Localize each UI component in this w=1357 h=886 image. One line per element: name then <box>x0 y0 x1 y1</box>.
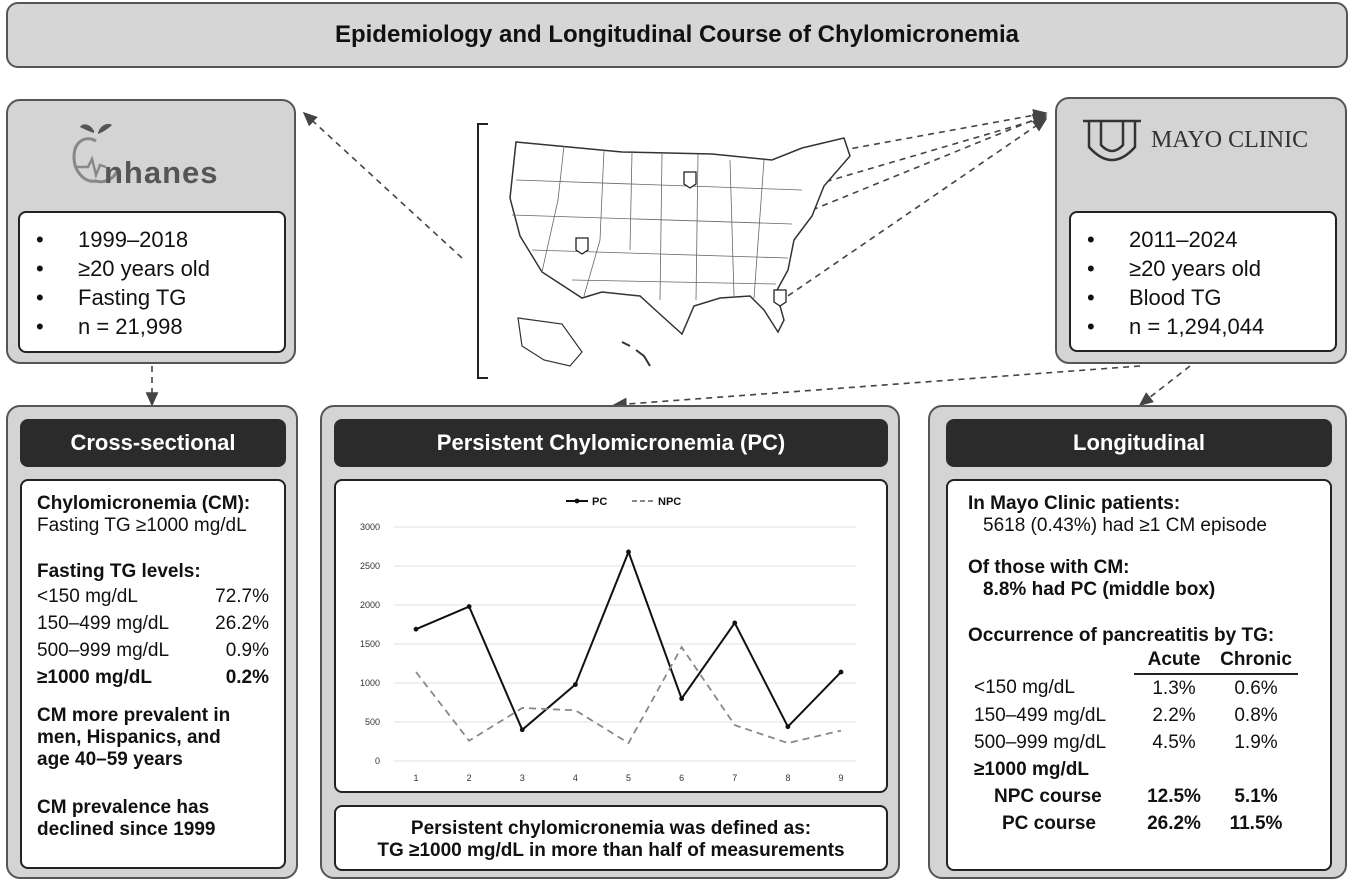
mayo-panel <box>1055 97 1347 364</box>
series-line-npc <box>416 647 841 743</box>
pancreatitis-row-label: NPC course <box>994 785 1102 807</box>
fasting-level-row <box>37 610 269 637</box>
pancreatitis-table <box>974 647 1298 837</box>
chronic-value: 5.1% <box>1234 785 1278 807</box>
fasting-levels-title: Fasting TG levels: <box>37 561 201 582</box>
pc-line-chart <box>336 481 886 791</box>
mayo-bullet-n: • n = 1,294,044 <box>1087 314 1265 339</box>
cm-subset-title: Of those with CM: <box>968 557 1130 578</box>
data-point-pc <box>679 696 684 701</box>
y-tick-label: 500 <box>364 717 380 727</box>
pc-definition-line-2: TG ≥1000 mg/dL in more than half of measurements <box>377 840 845 861</box>
nhanes-bullet-age: • ≥20 years old <box>36 256 210 281</box>
data-point-pc <box>626 550 631 555</box>
fasting-level-value: 72.7% <box>215 586 269 607</box>
data-point-pc <box>467 604 472 609</box>
legend-marker-pc <box>575 499 580 504</box>
cm-declined-line: declined since 1999 <box>37 819 216 840</box>
mayo-shield-icon <box>1081 117 1143 165</box>
chronic-value: 11.5% <box>1229 812 1283 834</box>
longitudinal-panel <box>928 405 1347 879</box>
cross-sectional-panel <box>6 405 298 879</box>
pancreatitis-row <box>974 674 1298 702</box>
y-tick-label: 2500 <box>359 561 380 571</box>
cm-prevalent-text <box>37 705 284 771</box>
cross-sectional-header: Cross-sectional <box>20 419 286 467</box>
mayo-site-florida-icon <box>774 290 786 306</box>
pancreatitis-subrow <box>974 783 1298 810</box>
acute-value: 4.5% <box>1152 731 1196 753</box>
cm-subset-value: 8.8% had PC (middle box) <box>983 579 1216 600</box>
cm-definition-title: Chylomicronemia (CM): <box>37 493 251 514</box>
y-tick-label: 3000 <box>359 522 380 532</box>
mayo-site-arizona-icon <box>576 238 588 254</box>
cross-sectional-content <box>20 479 286 869</box>
cm-prevalent-line: age 40–59 years <box>37 749 183 770</box>
fasting-levels-list <box>37 583 269 691</box>
y-tick-label: 0 <box>374 756 380 766</box>
acute-value: 26.2% <box>1147 812 1201 834</box>
legend-label: PC <box>592 496 608 508</box>
nhanes-bullet-n: • n = 21,998 <box>36 314 183 339</box>
y-tick-label: 1000 <box>359 678 380 688</box>
nhanes-logo-text: nhanes <box>104 155 219 190</box>
pc-definition-line-1: Persistent chylomicronemia was defined as: <box>410 818 812 839</box>
cm-prevalent-line: men, Hispanics, and <box>37 727 221 748</box>
longitudinal-content <box>946 479 1332 871</box>
fasting-level-row <box>37 637 269 664</box>
longitudinal-header: Longitudinal <box>946 419 1332 467</box>
pc-chart-box <box>334 479 888 793</box>
pc-definition-box <box>334 805 888 871</box>
x-tick-label: 3 <box>519 773 525 783</box>
acute-value: 2.2% <box>1152 704 1196 726</box>
data-point-pc <box>573 682 578 687</box>
fasting-level-label: ≥1000 mg/dL <box>37 667 152 688</box>
x-tick-label: 9 <box>838 773 844 783</box>
pancreatitis-row-label: 150–499 mg/dL <box>974 704 1107 726</box>
contiguous-us-outline <box>510 138 850 334</box>
persistent-cm-header: Persistent Chylomicronemia (PC) <box>334 419 888 467</box>
cm-prevalent-line: CM more prevalent in <box>37 705 231 726</box>
acute-value <box>1134 756 1214 783</box>
pancreatitis-header-row <box>974 647 1298 674</box>
mayo-bullet-age: • ≥20 years old <box>1087 256 1261 281</box>
cm-definition-text: Fasting TG ≥1000 mg/dL <box>37 515 247 536</box>
persistent-cm-panel <box>320 405 900 879</box>
fasting-level-label: 150–499 mg/dL <box>37 613 170 634</box>
pancreatitis-title: Occurrence of pancreatitis by TG: <box>968 625 1275 646</box>
hawaii-outline <box>622 342 650 366</box>
pancreatitis-row <box>974 702 1298 729</box>
fasting-level-label: 500–999 mg/dL <box>37 640 170 661</box>
nhanes-bullet-measure: • Fasting TG <box>36 285 187 310</box>
nhanes-bullet-list <box>26 225 284 341</box>
acute-value: 12.5% <box>1147 785 1201 807</box>
nhanes-bullet-years: • 1999–2018 <box>36 227 189 252</box>
legend-label: NPC <box>658 496 682 508</box>
data-point-pc <box>414 627 419 632</box>
patients-title: In Mayo Clinic patients: <box>968 493 1181 514</box>
us-map <box>472 120 862 382</box>
patients-value: 5618 (0.43%) had ≥1 CM episode <box>983 515 1267 536</box>
acute-value: 1.3% <box>1152 677 1196 699</box>
pancreatitis-row-label: 500–999 mg/dL <box>974 731 1107 753</box>
fasting-level-value: 0.2% <box>225 667 269 688</box>
fasting-level-row <box>37 664 269 691</box>
x-tick-label: 1 <box>413 773 419 783</box>
x-tick-label: 7 <box>732 773 738 783</box>
x-tick-label: 5 <box>625 773 632 783</box>
arrow-map-to-nhanes <box>304 113 462 258</box>
y-tick-label: 1500 <box>359 639 380 649</box>
mayo-bullet-measure: • Blood TG <box>1087 285 1222 310</box>
fasting-level-label: <150 mg/dL <box>37 586 138 607</box>
mayo-site-minnesota-icon <box>684 172 696 188</box>
pancreatitis-row-label: PC course <box>1002 812 1096 834</box>
x-tick-label: 8 <box>785 773 791 783</box>
y-tick-label: 2000 <box>359 600 380 610</box>
fasting-level-row <box>37 583 269 610</box>
nhanes-details-box <box>18 211 286 353</box>
x-tick-label: 6 <box>679 773 685 783</box>
chronic-value: 0.6% <box>1234 677 1278 699</box>
series-line-pc <box>416 552 841 730</box>
pancreatitis-group-row <box>974 756 1298 783</box>
fasting-level-value: 0.9% <box>225 640 269 661</box>
data-point-pc <box>839 670 844 675</box>
cm-declined-text <box>37 797 284 841</box>
col-chronic-header: Chronic <box>1214 647 1298 674</box>
pancreatitis-row-label: <150 mg/dL <box>974 677 1075 698</box>
col-acute-header: Acute <box>1134 647 1214 674</box>
x-tick-label: 4 <box>572 773 578 783</box>
nhanes-logo <box>70 119 270 199</box>
data-point-pc <box>785 724 790 729</box>
data-point-pc <box>520 727 525 732</box>
mayo-logo <box>1081 117 1341 167</box>
page-title: Epidemiology and Longitudinal Course of Chylomicronemia <box>6 2 1348 68</box>
mayo-details-box <box>1069 211 1337 352</box>
alaska-outline <box>518 318 582 366</box>
chronic-value: 0.8% <box>1234 704 1278 726</box>
data-point-pc <box>732 621 737 626</box>
x-tick-label: 2 <box>466 773 472 783</box>
pancreatitis-row-label: ≥1000 mg/dL <box>974 758 1089 780</box>
chronic-value: 1.9% <box>1234 731 1278 753</box>
pancreatitis-row <box>974 729 1298 756</box>
pancreatitis-subrow <box>974 810 1298 837</box>
cm-declined-line: CM prevalence has <box>37 797 210 818</box>
fasting-level-value: 26.2% <box>215 613 269 634</box>
mayo-bullet-years: • 2011–2024 <box>1087 227 1238 252</box>
nhanes-panel <box>6 99 296 364</box>
map-bracket <box>478 124 488 378</box>
mayo-logo-text: MAYO CLINIC <box>1151 127 1309 153</box>
mayo-bullet-list <box>1077 225 1335 341</box>
arrow-mayo-to-longitudinal <box>1140 366 1190 405</box>
chronic-value <box>1214 756 1298 783</box>
